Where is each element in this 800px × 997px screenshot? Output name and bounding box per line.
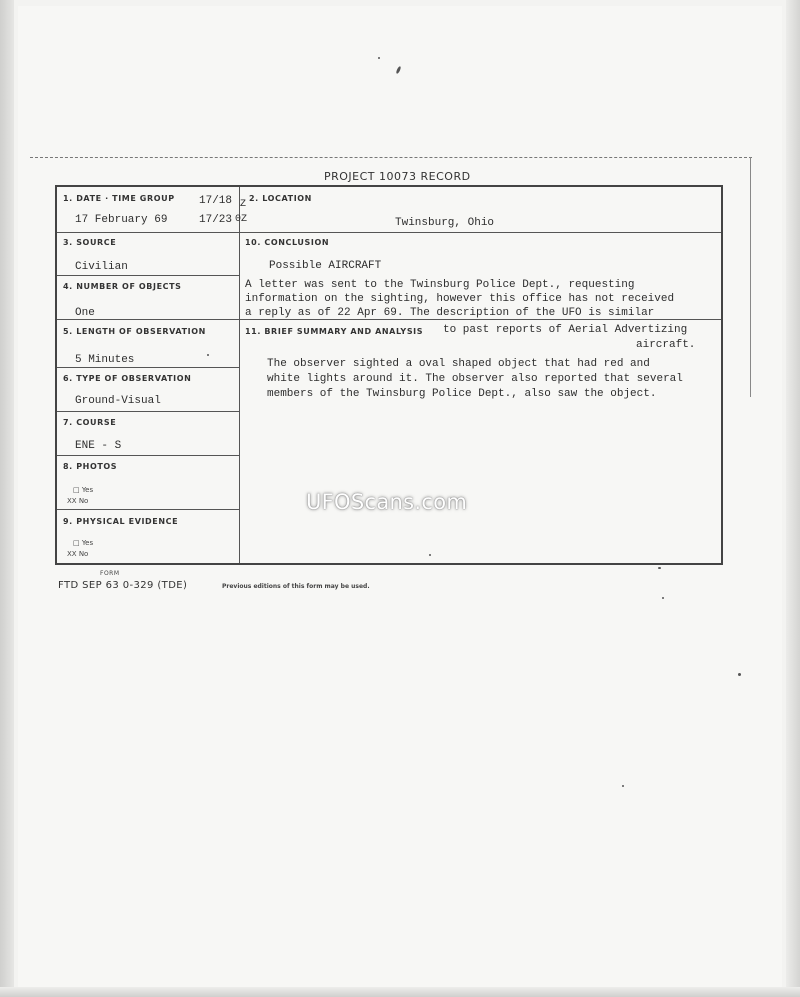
photos-no-option: XX No — [67, 497, 89, 505]
divider-course — [57, 455, 239, 456]
course-value: ENE - S — [75, 440, 122, 452]
divider-type — [57, 411, 239, 412]
source-label: 3. SOURCE — [63, 238, 117, 247]
divider-source — [57, 275, 239, 276]
summary-line-2: white lights around it. The observer also reported that several — [267, 373, 683, 385]
type-of-observation-value: Ground-Visual — [75, 395, 161, 407]
scan-edge-bottom — [0, 987, 800, 997]
location-value: Twinsburg, Ohio — [395, 217, 495, 229]
scan-edge-right — [786, 0, 800, 997]
form-title: PROJECT 10073 RECORD — [324, 170, 471, 183]
footer-form-id: FTD SEP 63 0-329 (TDE) — [58, 580, 188, 591]
summary-line-3: members of the Twinsburg Police Dept., also saw the object. — [267, 388, 657, 400]
divider-photos — [57, 509, 239, 510]
length-of-observation-label: 5. LENGTH OF OBSERVATION — [63, 327, 206, 336]
right-margin-line — [750, 157, 751, 397]
scan-speck — [378, 57, 380, 59]
date-time-label: 1. DATE · TIME GROUP — [63, 194, 175, 203]
watermark: UFOScans.com — [306, 490, 468, 514]
conclusion-value: Possible AIRCRAFT — [269, 260, 382, 272]
type-of-observation-label: 6. TYPE OF OBSERVATION — [63, 374, 192, 383]
time-value-1: 17/18 — [199, 195, 233, 207]
time-value-2-suffix: 0Z — [235, 214, 248, 225]
date-value: 17 February 69 — [75, 214, 168, 226]
scan-speck — [662, 597, 664, 599]
conclusion-line-3: a reply as of 22 Apr 69. The description of the UFO is similar — [245, 307, 655, 319]
summary-line-1: The observer sighted a oval shaped object that had red and — [267, 358, 650, 370]
scan-edge-left — [0, 0, 14, 997]
scan-speck — [738, 673, 741, 676]
course-label: 7. COURSE — [63, 418, 117, 427]
summary-label: 11. BRIEF SUMMARY AND ANALYSIS — [245, 327, 424, 336]
divider-length — [57, 367, 239, 368]
physical-evidence-yes-option: □ Yes — [73, 539, 94, 547]
location-label: 2. LOCATION — [249, 194, 312, 203]
time-value-1-suffix: Z — [240, 199, 247, 210]
divider-objects — [57, 319, 721, 320]
number-of-objects-label: 4. NUMBER OF OBJECTS — [63, 282, 182, 291]
source-value: Civilian — [75, 261, 128, 273]
summary-continuation-2: aircraft. — [636, 339, 696, 351]
time-value-2: 17/23 — [199, 214, 233, 226]
physical-evidence-no-option: XX No — [67, 550, 89, 558]
footer-form-word: FORM — [100, 570, 120, 577]
scan-speck — [622, 785, 624, 787]
summary-continuation: to past reports of Aerial Advertizing — [443, 324, 688, 336]
photos-label: 8. PHOTOS — [63, 462, 118, 471]
divider-column — [239, 187, 240, 563]
divider-row1 — [57, 232, 721, 233]
top-rule — [30, 157, 752, 158]
conclusion-line-1: A letter was sent to the Twinsburg Police Dept., requesting — [245, 279, 635, 291]
physical-evidence-label: 9. PHYSICAL EVIDENCE — [63, 517, 179, 526]
scan-speck — [658, 567, 661, 569]
footer-note: Previous editions of this form may be used. — [222, 583, 370, 590]
conclusion-line-2: information on the sighting, however this office has not received — [245, 293, 675, 305]
number-of-objects-value: One — [75, 307, 95, 319]
length-of-observation-value: 5 Minutes — [75, 354, 135, 366]
photos-yes-option: □ Yes — [73, 486, 94, 494]
conclusion-label: 10. CONCLUSION — [245, 238, 330, 247]
